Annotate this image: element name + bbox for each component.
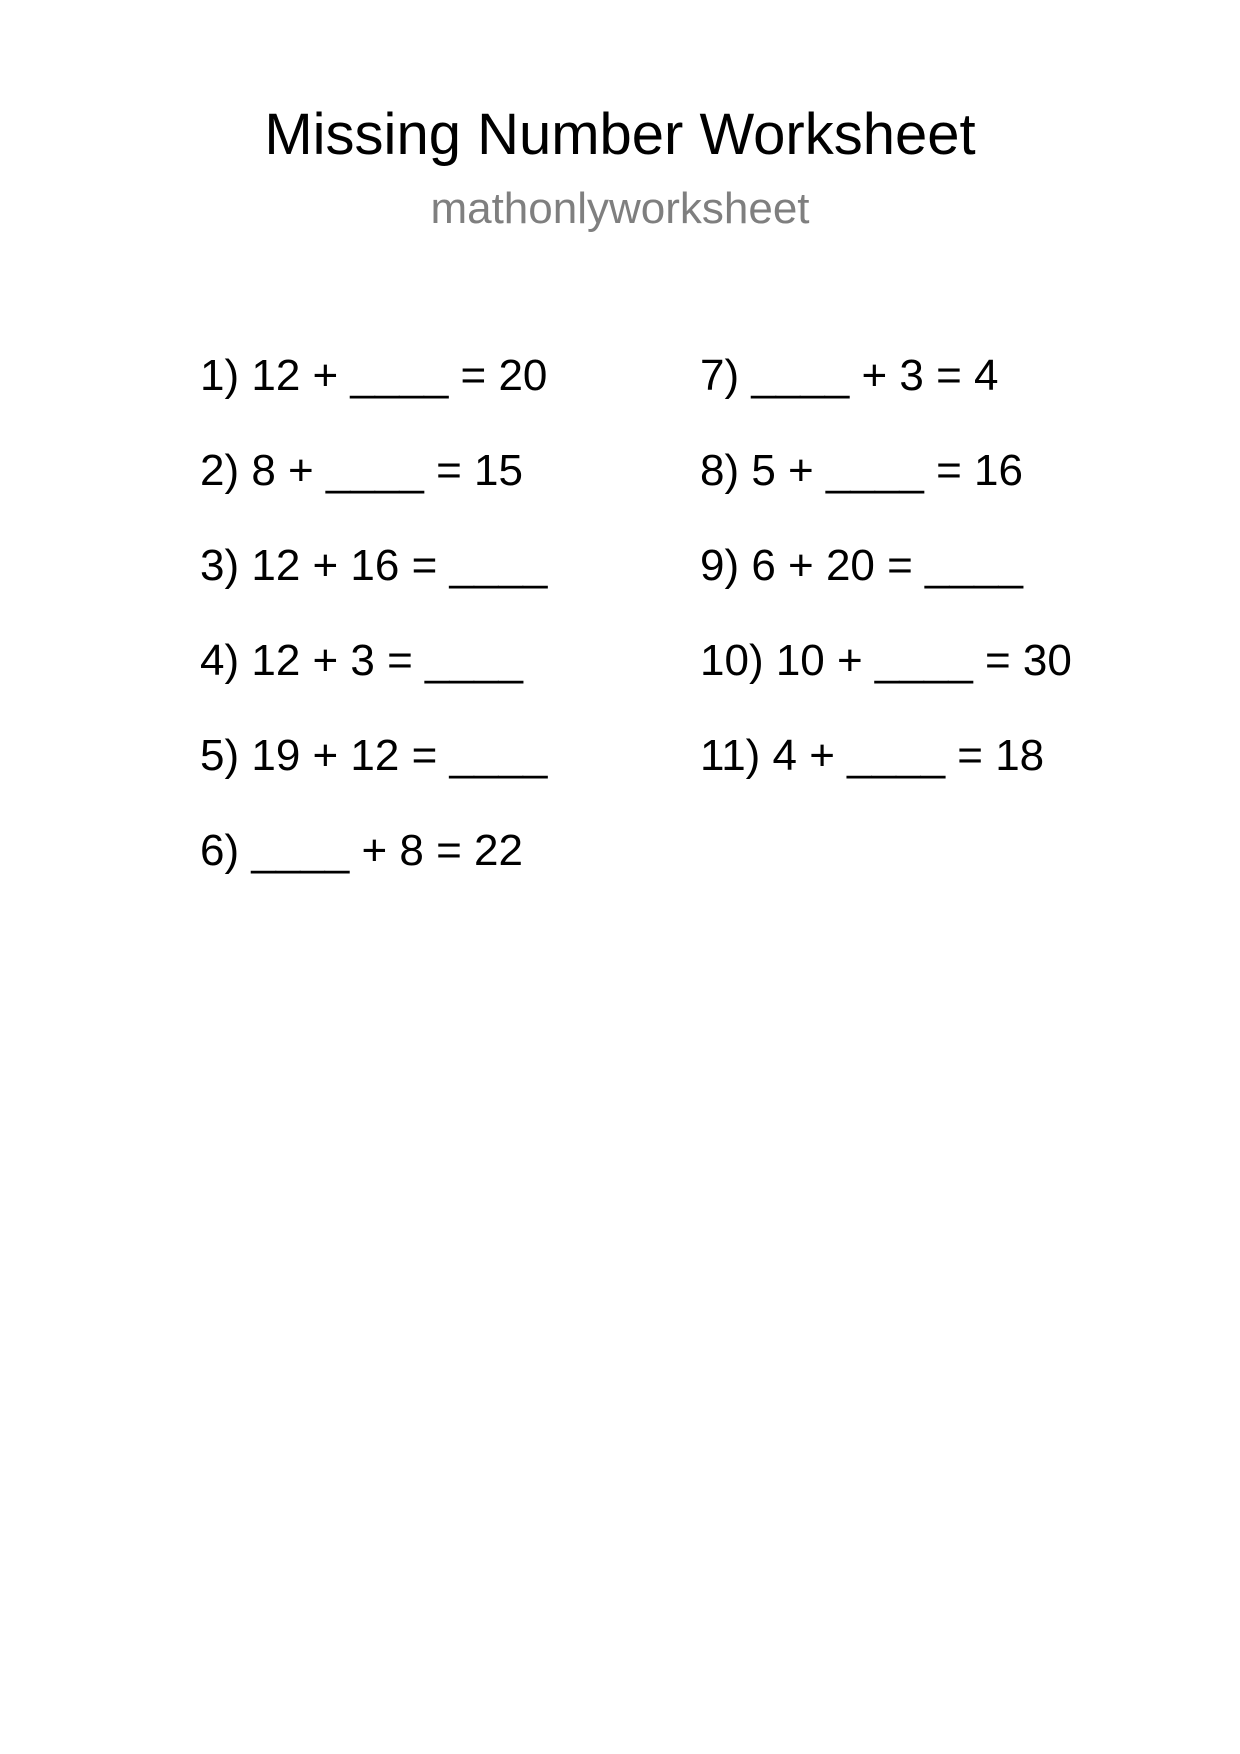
problem-5: 5) 19 + 12 = ____: [200, 731, 548, 780]
worksheet-title: Missing Number Worksheet: [264, 102, 976, 167]
problem-6: 6) ____ + 8 = 22: [200, 826, 523, 875]
problem-9: 9) 6 + 20 = ____: [700, 541, 1023, 590]
problem-4: 4) 12 + 3 = ____: [200, 636, 523, 685]
problem-11: 11) 4 + ____ = 18: [700, 731, 1045, 780]
problem-10: 10) 10 + ____ = 30: [700, 636, 1072, 685]
problems-column-right: [700, 346, 1072, 821]
problem-1: 1) 12 + ____ = 20: [200, 351, 548, 400]
problem-7: 7) ____ + 3 = 4: [700, 351, 999, 400]
problem-3: 3) 12 + 16 = ____: [200, 541, 548, 590]
problem-8: 8) 5 + ____ = 16: [700, 446, 1023, 495]
worksheet-subtitle: mathonlyworksheet: [430, 184, 810, 233]
problem-2: 2) 8 + ____ = 15: [200, 446, 523, 495]
problems-column-left: [200, 346, 547, 916]
